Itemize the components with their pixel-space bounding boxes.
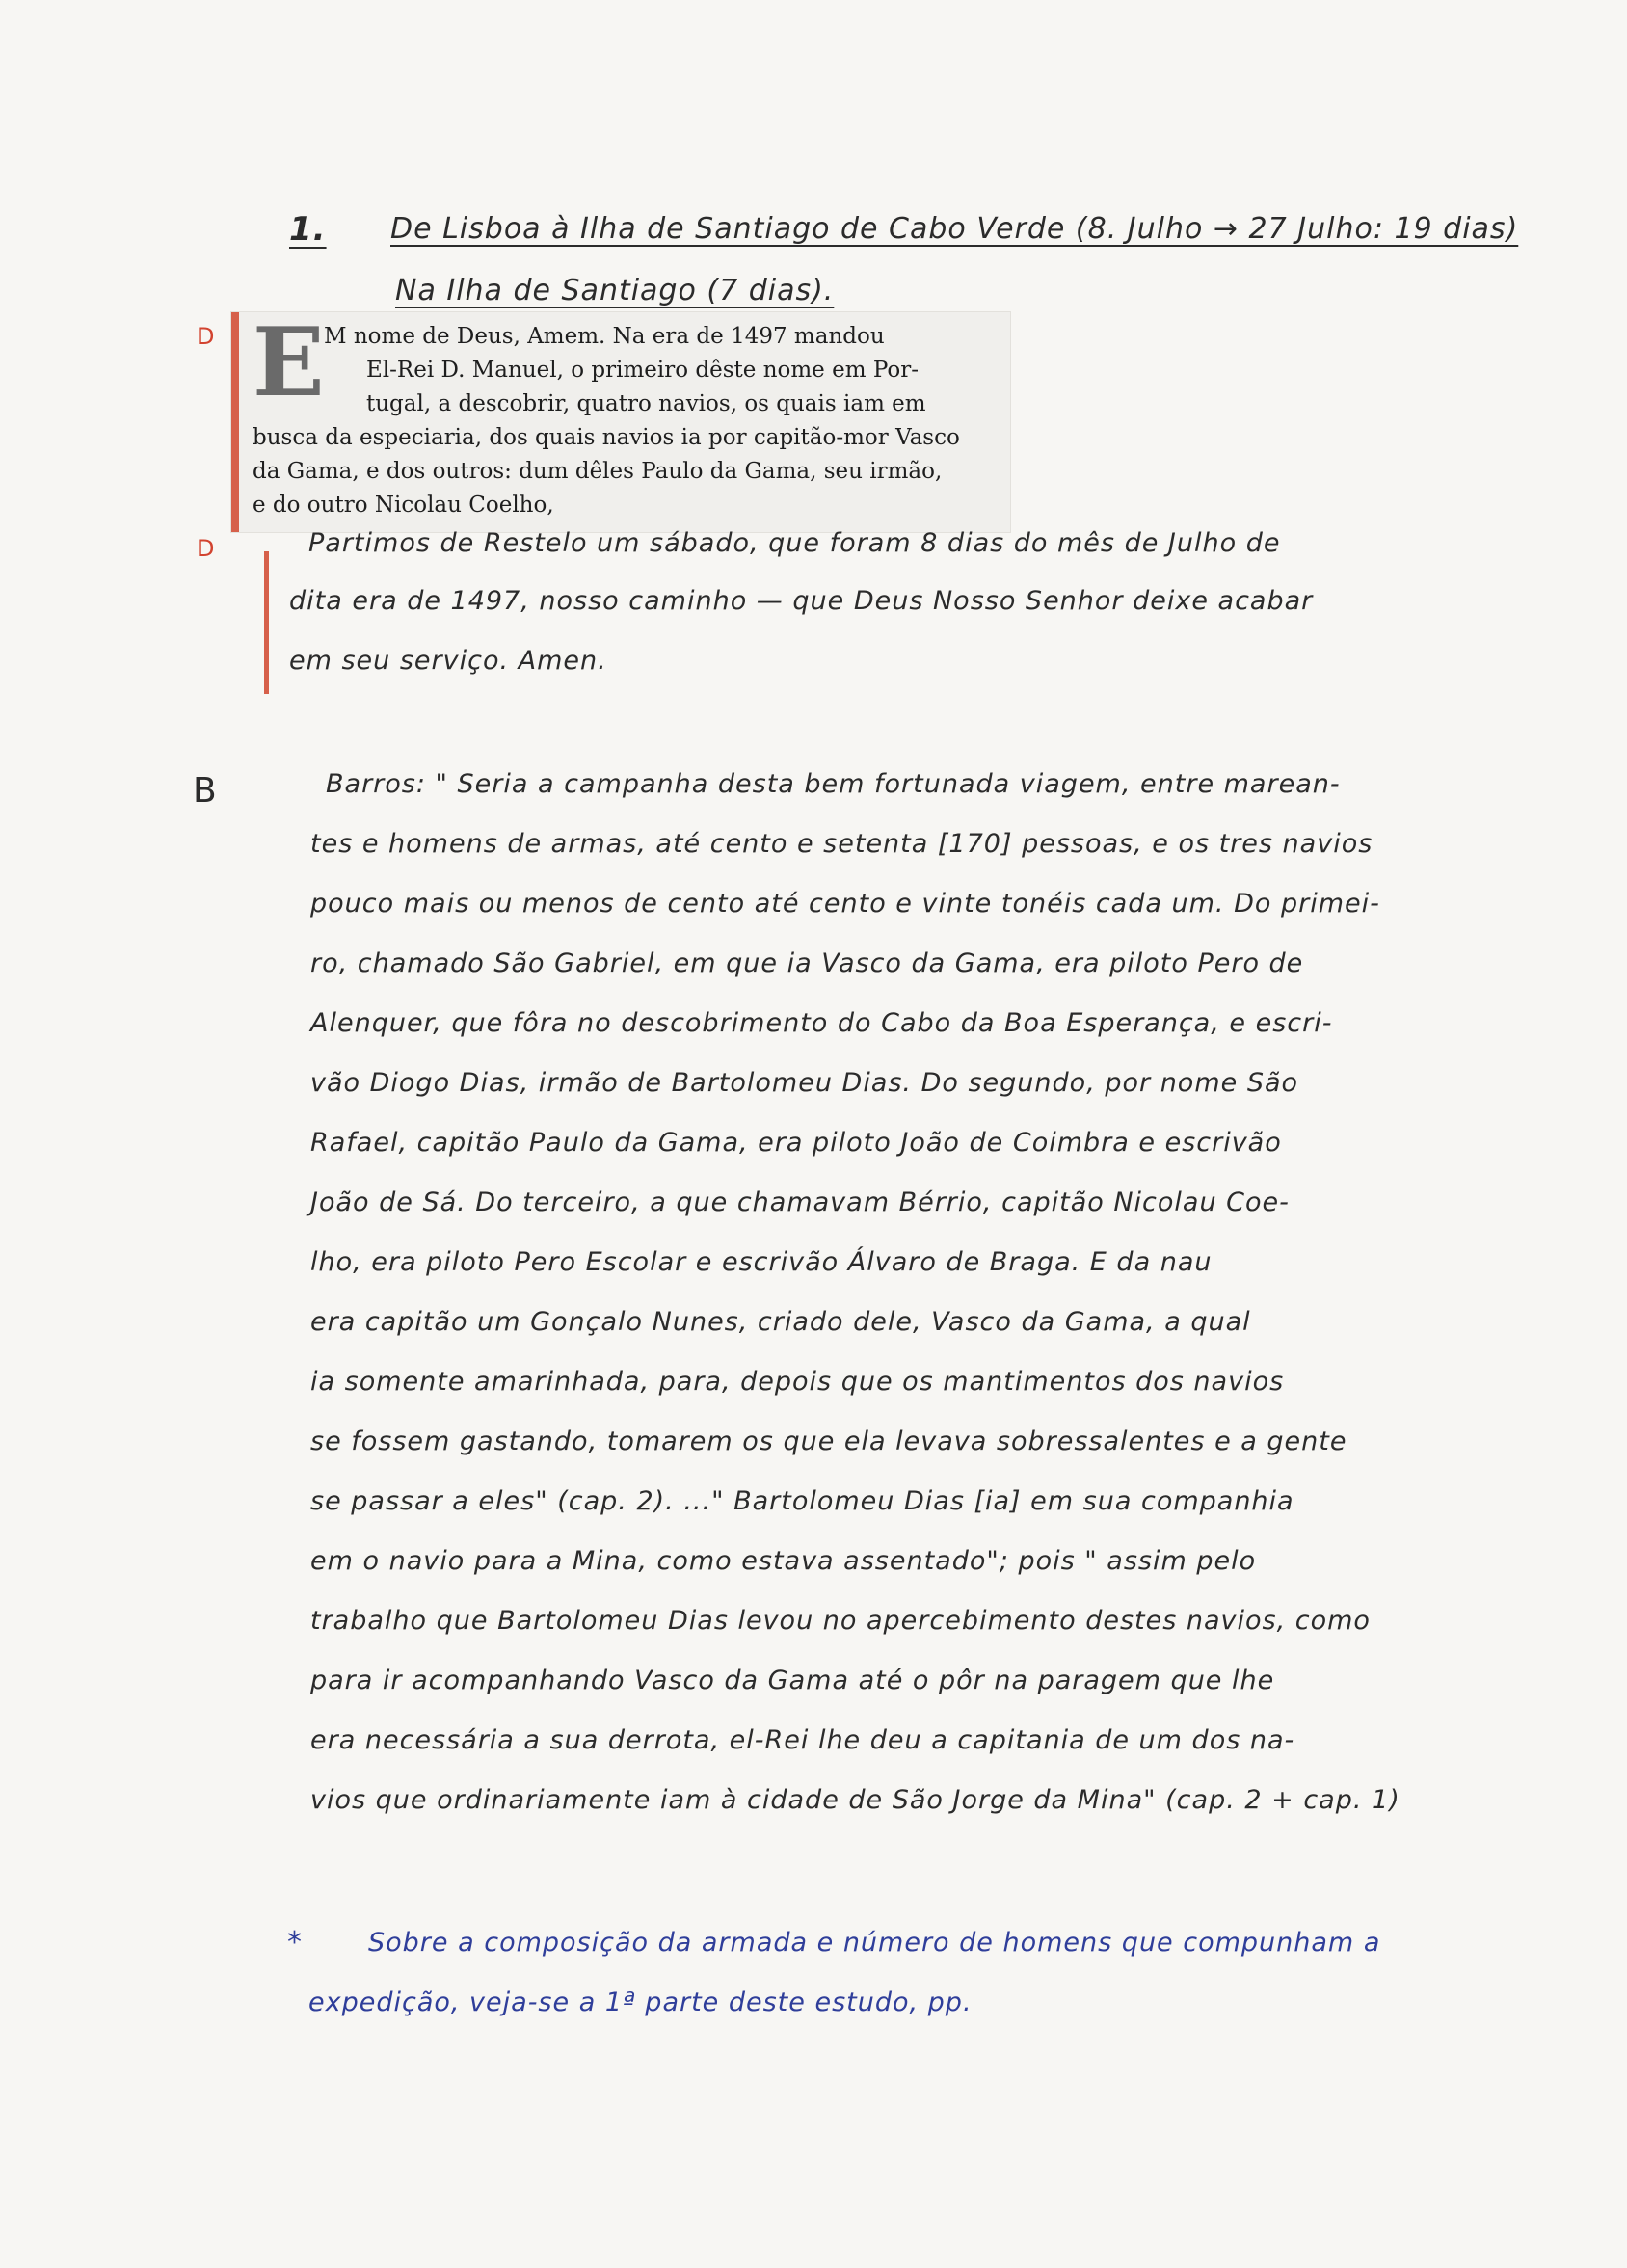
barros-line-7: Rafael, capitão Paulo da Gama, era piloto João de Coimbra e escrivão <box>310 1128 1282 1158</box>
continuation-line-3: em seu serviço. Amen. <box>289 646 607 676</box>
clipping-line-4: busca da especiaria, dos quais navios ia por capitão-mor Vasco <box>253 425 960 450</box>
margin-mark-d-first: D <box>197 323 215 350</box>
barros-line-5: Alenquer, que fôra no descobrimento do Cabo da Boa Esperança, e escri- <box>310 1008 1333 1038</box>
margin-mark-b: B <box>193 771 218 811</box>
continuation-line-2: dita era de 1497, nosso caminho — que Deus Nosso Senhor deixe acabar <box>289 586 1314 616</box>
entry-number: 1. <box>289 210 327 249</box>
barros-line-12: se fossem gastando, tomarem os que ela levava sobressalentes e a gente <box>310 1427 1347 1456</box>
barros-line-4: ro, chamado São Gabriel, em que ia Vasco da Gama, era piloto Pero de <box>310 948 1304 978</box>
clipping-red-edge <box>231 312 239 532</box>
barros-line-9: lho, era piloto Pero Escolar e escrivão Álvaro de Braga. E da nau <box>310 1247 1213 1277</box>
entry-subtitle: Na Ilha de Santiago (7 dias). <box>395 274 835 307</box>
barros-line-15: trabalho que Bartolomeu Dias levou no apercebimento destes navios, como <box>310 1606 1371 1636</box>
margin-mark-d-second: D <box>197 535 215 562</box>
barros-line-1: Barros: " Seria a campanha desta bem fortunada viagem, entre marean- <box>326 769 1341 799</box>
barros-line-10: era capitão um Gonçalo Nunes, criado dele, Vasco da Gama, a qual <box>310 1307 1251 1337</box>
barros-line-3: pouco mais ou menos de cento até cento e vinte tonéis cada um. Do primei- <box>310 889 1380 919</box>
entry-title: De Lisboa à Ilha de Santiago de Cabo Verde (8. Julho → 27 Julho: 19 dias) <box>390 212 1519 246</box>
barros-line-18: vios que ordinariamente iam à cidade de São Jorge da Mina" (cap. 2 + cap. 1) <box>310 1785 1400 1815</box>
barros-line-11: ia somente amarinhada, para, depois que os mantimentos dos navios <box>310 1367 1285 1397</box>
barros-line-17: era necessária a sua derrota, el-Rei lhe deu a capitania de um dos na- <box>310 1725 1295 1755</box>
barros-line-16: para ir acompanhando Vasco da Gama até o pôr na paragem que lhe <box>310 1666 1275 1695</box>
clipping-line-2: El-Rei D. Manuel, o primeiro dêste nome em Por- <box>366 358 919 383</box>
continuation-line-1: Partimos de Restelo um sábado, que foram 8 dias do mês de Julho de <box>308 528 1281 558</box>
clipping-line-1: M nome de Deus, Amem. Na era de 1497 mandou <box>324 324 885 349</box>
red-margin-bar <box>264 551 269 694</box>
note-line-1: Sobre a composição da armada e número de homens que compunham a <box>368 1928 1381 1958</box>
printed-clipping <box>231 307 1010 532</box>
barros-line-6: vão Diogo Dias, irmão de Bartolomeu Dias. Do segundo, por nome São <box>310 1068 1299 1098</box>
dropcap-letter: E <box>253 307 325 418</box>
clipping-line-3: tugal, a descobrir, quatro navios, os quais iam em <box>366 391 926 416</box>
note-asterisk: * <box>287 1926 303 1960</box>
clipping-line-6: e do outro Nicolau Coelho, <box>253 493 554 518</box>
barros-line-13: se passar a eles" (cap. 2). ..." Bartolomeu Dias [ia] em sua companhia <box>310 1486 1294 1516</box>
barros-line-8: João de Sá. Do terceiro, a que chamavam Bérrio, capitão Nicolau Coe- <box>310 1187 1290 1217</box>
note-line-2: expedição, veja-se a 1ª parte deste estudo, pp. <box>308 1988 973 2017</box>
clipping-line-5: da Gama, e dos outros: dum dêles Paulo da Gama, seu irmão, <box>253 459 943 484</box>
barros-line-14: em o navio para a Mina, como estava assentado"; pois " assim pelo <box>310 1546 1257 1576</box>
barros-line-2: tes e homens de armas, até cento e setenta [170] pessoas, e os tres navios <box>310 829 1374 859</box>
